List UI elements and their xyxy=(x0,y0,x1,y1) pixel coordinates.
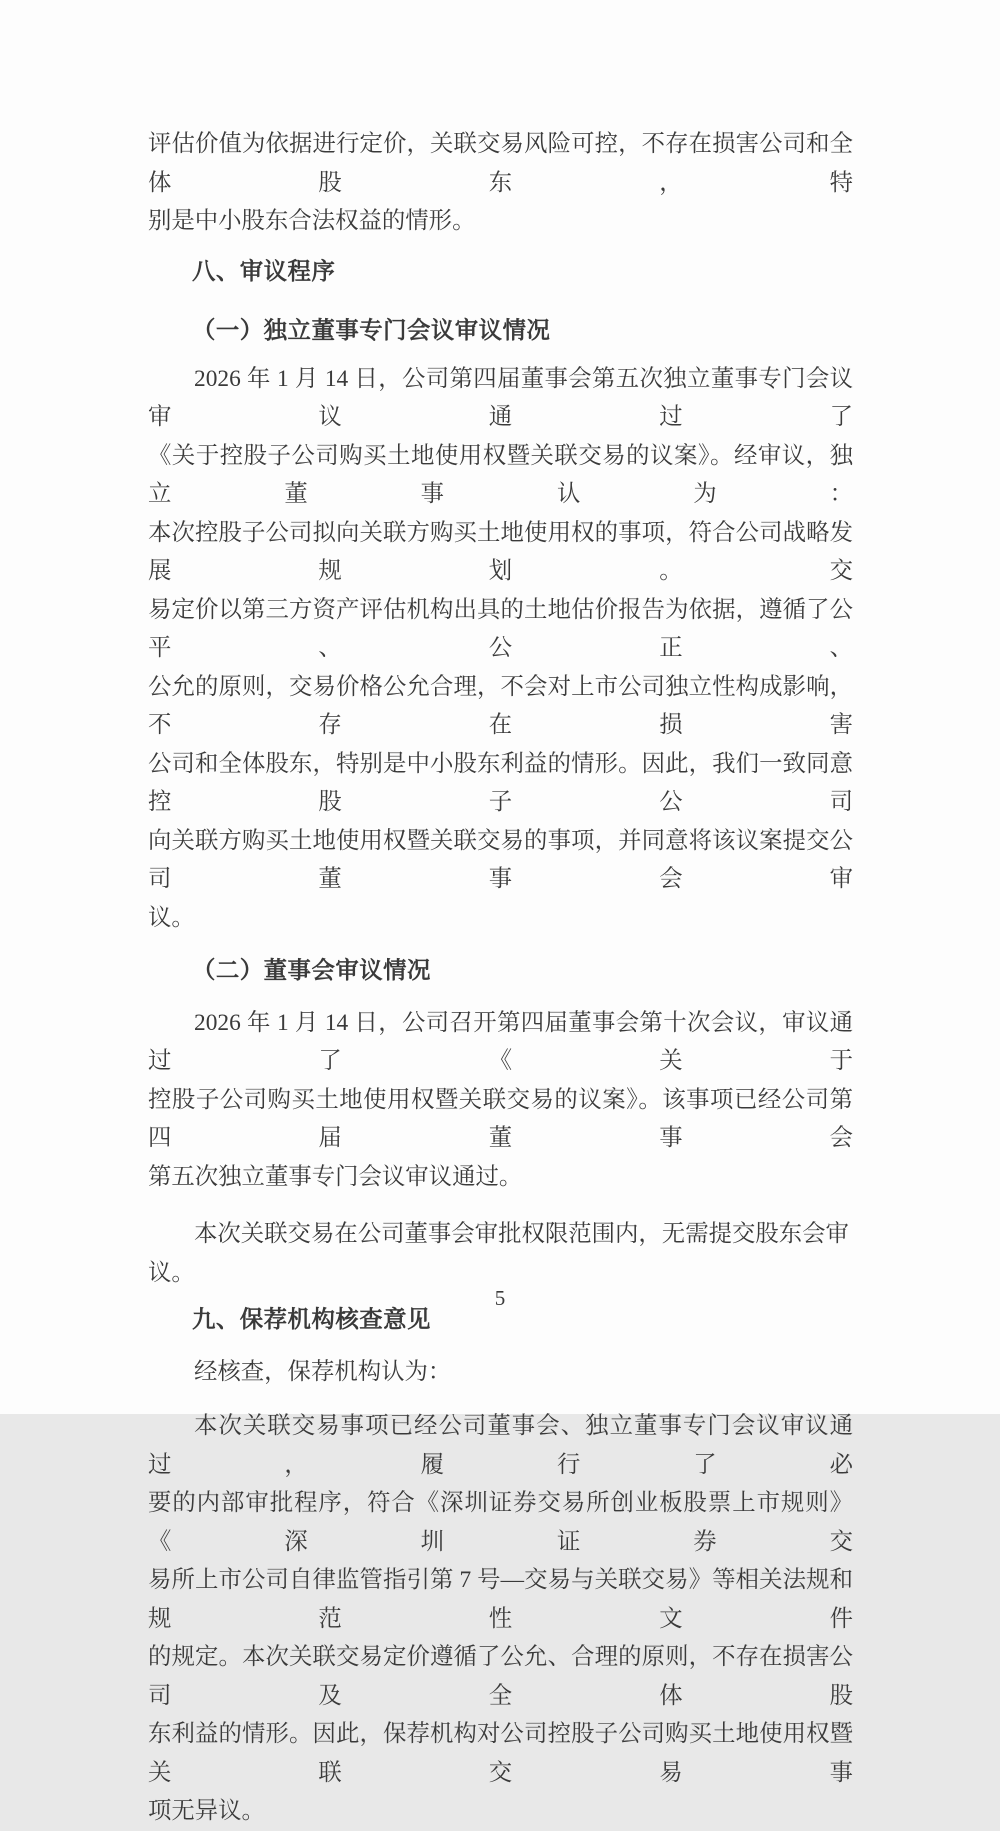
paragraph-sponsor-conclusion xyxy=(148,1407,853,1831)
paragraph-board-meeting xyxy=(148,1004,853,1197)
paragraph-independent-directors-review xyxy=(148,360,853,938)
paragraph-verification-intro xyxy=(148,1353,853,1392)
paragraph-line: 公司和全体股东，特别是中小股东利益的情形。因此，我们一致同意控股子公司 xyxy=(148,750,853,815)
subsection-heading-independent-directors-meeting xyxy=(148,312,853,351)
paragraph-line: 2026 年 1 月 14 日，公司第四届董事会第五次独立董事专门会议审议通过了 xyxy=(148,365,853,430)
paragraph-carryover xyxy=(148,125,853,241)
paragraph-line: 第五次独立董事专门会议审议通过。 xyxy=(148,1163,523,1190)
paragraph-line: 议。 xyxy=(148,904,195,931)
paragraph-line: 本次关联交易事项已经公司董事会、独立董事专门会议审议通过，履行了必 xyxy=(148,1413,853,1478)
paragraph-line: 易定价以第三方资产评估机构出具的土地估价报告为依据，遵循了公平、公正、 xyxy=(148,596,853,661)
heading-text: （二）董事会审议情况 xyxy=(192,958,431,984)
paragraph-line: 向关联方购买土地使用权暨关联交易的事项，并同意将该议案提交公司董事会审 xyxy=(148,827,853,892)
section-heading-review-procedure xyxy=(148,253,853,292)
subsection-heading-board-review xyxy=(148,952,853,991)
document-body xyxy=(148,125,853,1831)
paragraph-line: 经核查，保荐机构认为： xyxy=(194,1358,452,1385)
page-number: 5 xyxy=(494,1286,506,1310)
paragraph-approval-authority xyxy=(148,1215,853,1292)
paragraph-line: 东利益的情形。因此，保荐机构对公司控股子公司购买土地使用权暨关联交易事 xyxy=(148,1721,853,1786)
paragraph-line: 控股子公司购买土地使用权暨关联交易的议案》。该事项已经公司第四届董事会 xyxy=(148,1086,853,1151)
paragraph-line: 易所上市公司自律监管指引第 7 号—交易与关联交易》等相关法规和规范性文件 xyxy=(148,1567,853,1632)
paragraph-line: 2026 年 1 月 14 日，公司召开第四届董事会第十次会议，审议通过了《关于 xyxy=(148,1009,853,1074)
heading-text: 八、审议程序 xyxy=(192,258,336,285)
paragraph-line: 公允的原则，交易价格公允合理，不会对上市公司独立性构成影响，不存在损害 xyxy=(148,673,853,738)
paragraph-line: 本次关联交易在公司董事会审批权限范围内，无需提交股东会审议。 xyxy=(148,1221,849,1286)
paragraph-line: 的规定。本次关联交易定价遵循了公允、合理的原则，不存在损害公司及全体股 xyxy=(148,1644,853,1709)
heading-text: 九、保荐机构核查意见 xyxy=(192,1307,431,1333)
heading-text: （一）独立董事专门会议审议情况 xyxy=(192,318,551,344)
paragraph-line: 项无异议。 xyxy=(148,1798,265,1824)
paragraph-line: 要的内部审批程序，符合《深圳证券交易所创业板股票上市规则》《深圳证券交 xyxy=(148,1490,853,1555)
paragraph-line: 《关于控股子公司购买土地使用权暨关联交易的议案》。经审议，独立董事认为： xyxy=(148,442,853,507)
paragraph-line: 评估价值为依据进行定价，关联交易风险可控，不存在损害公司和全体股东，特 xyxy=(148,131,853,196)
paragraph-line: 别是中小股东合法权益的情形。 xyxy=(148,208,476,234)
paragraph-line: 本次控股子公司拟向关联方购买土地使用权的事项，符合公司战略发展规划。交 xyxy=(148,519,853,584)
